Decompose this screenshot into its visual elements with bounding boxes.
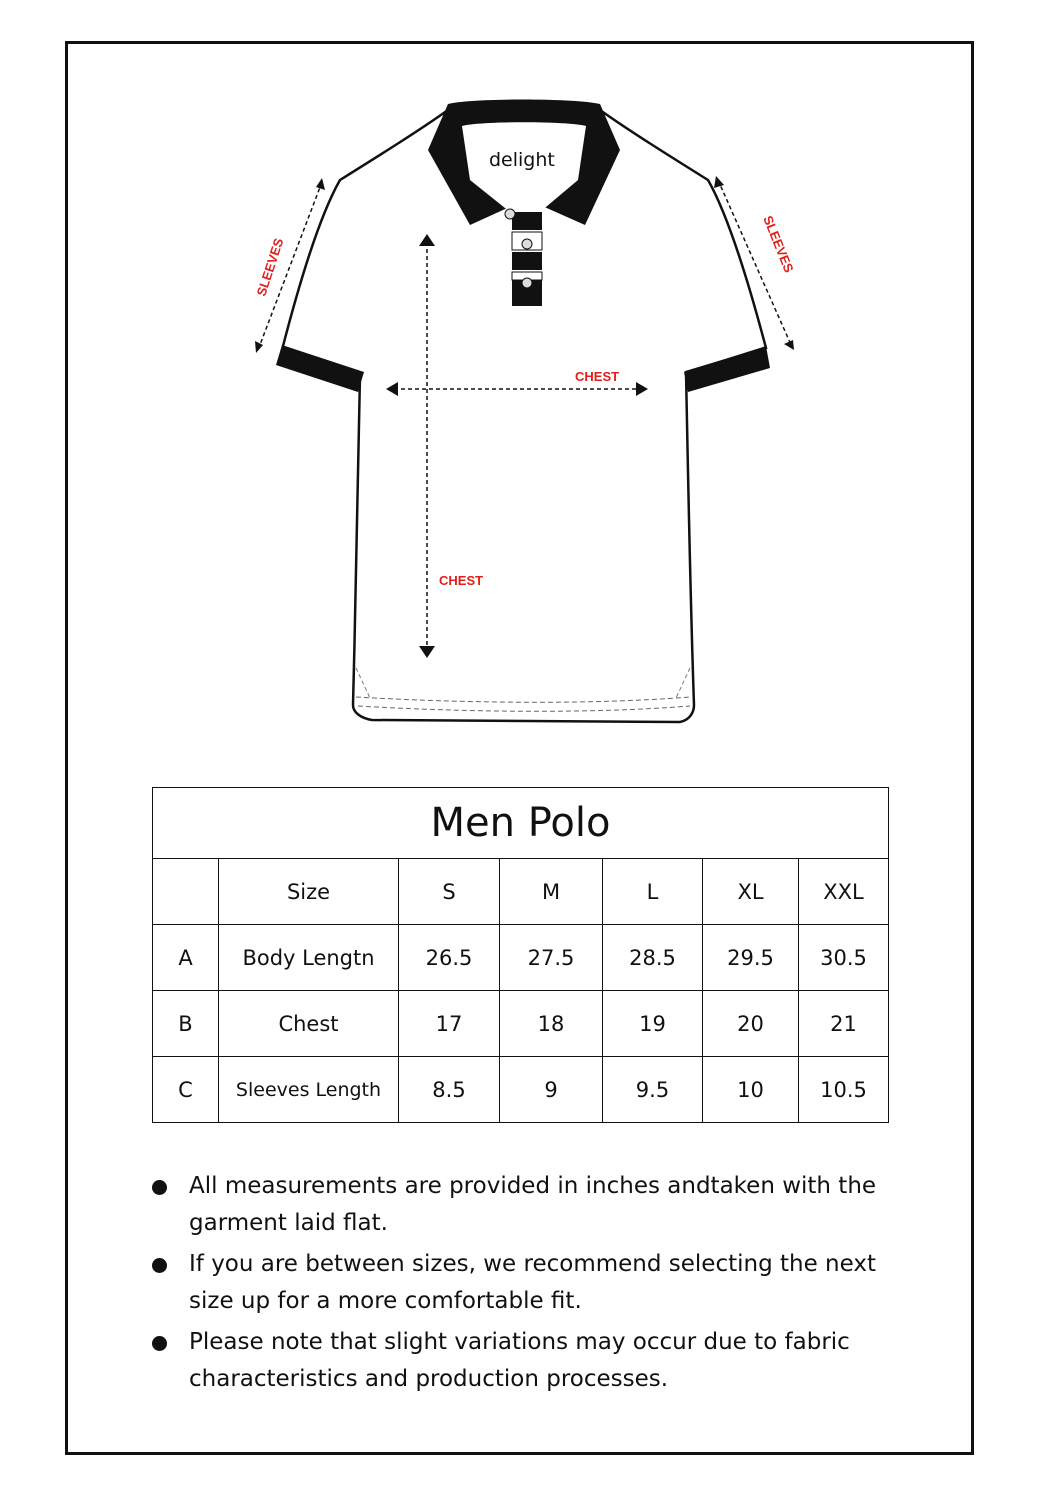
- row-code: A: [153, 925, 219, 991]
- row-value: 27.5: [500, 925, 603, 991]
- bullet-icon: [152, 1336, 167, 1351]
- row-value: 19: [603, 991, 703, 1057]
- row-value: 26.5: [399, 925, 500, 991]
- note-text: Please note that slight variations may occur due to fabric characteristics and production processes.: [189, 1329, 850, 1392]
- chest-label-horizontal: CHEST: [575, 369, 620, 384]
- row-value: 17: [399, 991, 500, 1057]
- row-value: 9: [500, 1057, 603, 1123]
- hem-stitch: [356, 697, 690, 702]
- table-row: [153, 991, 889, 1057]
- table-row: [153, 1057, 889, 1123]
- row-value: 18: [500, 991, 603, 1057]
- row-name: Body Lengtn: [219, 925, 399, 991]
- row-value: 20: [703, 991, 799, 1057]
- side-seam-left: [356, 668, 370, 698]
- bullet-icon: [152, 1180, 167, 1195]
- size-chart-table: [152, 787, 889, 1123]
- polo-shirt-diagram: [230, 95, 820, 735]
- placket: [505, 209, 542, 306]
- header-size-s: S: [399, 859, 500, 925]
- table-row: [153, 925, 889, 991]
- left-sleeve-cuff: [276, 345, 364, 392]
- hem-stitch-2: [358, 706, 690, 711]
- row-name: Sleeves Length: [219, 1057, 399, 1123]
- row-name: Chest: [219, 991, 399, 1057]
- row-value: 30.5: [799, 925, 889, 991]
- row-code: B: [153, 991, 219, 1057]
- row-value: 9.5: [603, 1057, 703, 1123]
- note-text: If you are between sizes, we recommend selecting the next size up for a more comfortable fit.: [189, 1251, 877, 1314]
- row-value: 29.5: [703, 925, 799, 991]
- brand-logo: delight: [489, 149, 555, 171]
- chest-label-vertical: CHEST: [439, 573, 484, 588]
- header-size-xl: XL: [703, 859, 799, 925]
- sleeves-label-right: SLEEVES: [760, 213, 797, 275]
- row-value: 10.5: [799, 1057, 889, 1123]
- header-size-m: M: [500, 859, 603, 925]
- table-header-row: [153, 859, 889, 925]
- bullet-icon: [152, 1258, 167, 1273]
- note-item: [150, 1324, 910, 1398]
- header-size-l: L: [603, 859, 703, 925]
- header-size-xxl: XXL: [799, 859, 889, 925]
- note-item: [150, 1168, 910, 1242]
- chest-dimension-horizontal: [386, 382, 648, 396]
- sleeves-label-left: SLEEVES: [253, 236, 287, 298]
- row-value: 8.5: [399, 1057, 500, 1123]
- row-code: C: [153, 1057, 219, 1123]
- table-title: Men Polo: [153, 788, 889, 859]
- notes-list: [150, 1168, 910, 1402]
- note-text: All measurements are provided in inches andtaken with the garment laid flat.: [189, 1173, 877, 1236]
- side-seam-right: [676, 668, 690, 698]
- right-sleeve-cuff: [684, 346, 770, 392]
- header-code-cell: [153, 859, 219, 925]
- length-dimension-vertical: [419, 234, 435, 658]
- header-size-label: Size: [219, 859, 399, 925]
- row-value: 21: [799, 991, 889, 1057]
- row-value: 10: [703, 1057, 799, 1123]
- note-item: [150, 1246, 910, 1320]
- row-value: 28.5: [603, 925, 703, 991]
